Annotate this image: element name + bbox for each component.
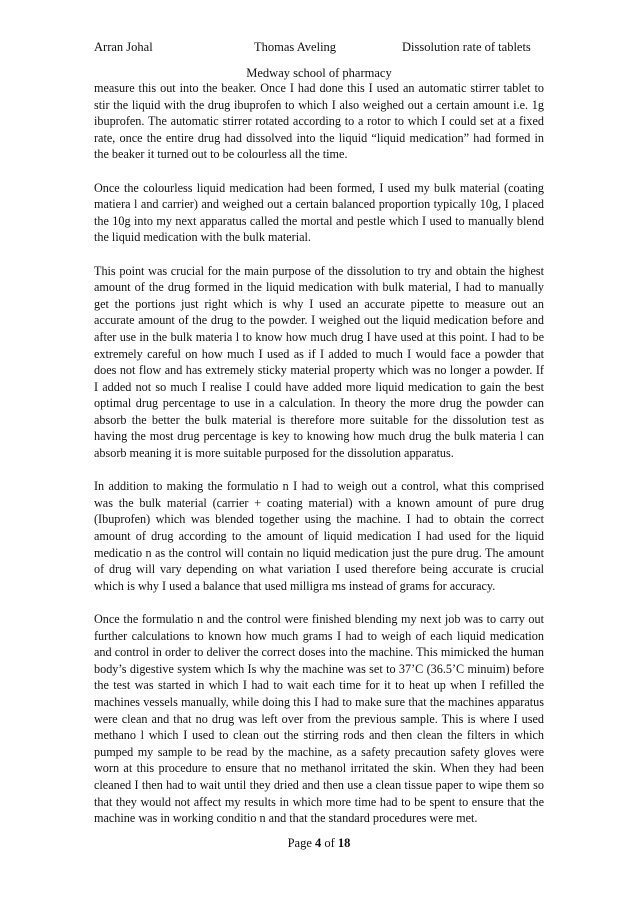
page-of-label: of: [324, 836, 335, 850]
page-current-number: 4: [315, 836, 322, 850]
document-body: [94, 80, 544, 843]
page-label: Page: [287, 836, 312, 850]
page-header: [94, 40, 544, 56]
header-document-title: Dissolution rate of tablets: [402, 40, 531, 54]
header-author-2: Thomas Aveling: [254, 40, 337, 54]
header-author-1: Arran Johal: [94, 40, 153, 54]
page-total-number: 18: [337, 836, 351, 850]
body-paragraph-5: Once the formulatio n and the control were finished blending my next job was to carry out further calculations to known how much grams I had to weigh of each liquid medication and control in order to deliver the correct doses into the machine. This mimicked the human body’s digestive system which Is why the machine was set to 37’C (36.5’C minuim) before the test was started in which I had to wait each time for it to heat up when I refilled the machines vessels manually, while doing this I had to make sure that the machines apparatus were clean and that no drug was left over from the previous sample. This is where I used methano l which I used to clean out the stirring rods and then clean the filters in which pumped my sample to be read by the machine, as a safety precaution safety gloves were worn at this procedure to ensure that no methanol irritated the skin. When they had been cleaned I then had to wait until they dried and then use a clean tissue paper to wipe them so that they would not affect my results in which more time had to be spent to ensure that the machine was in working conditio n and that the standard procedures were met.: [94, 612, 544, 826]
page-footer: [0, 836, 638, 851]
header-institution: Medway school of pharmacy: [246, 66, 392, 80]
body-paragraph-1: measure this out into the beaker. Once I had done this I used an automatic stirrer tablet to stir the liquid with the drug ibuprofen to which I also weighed out a certain amount i.e. 1g ibuprofen. The automatic stirrer rotated according to a rotor to which I could set at a fixed rate, once the entire drug had dissolved into the liquid “liquid medication” had formed in the beaker it turned out to be colourless all the time.: [94, 81, 544, 162]
body-paragraph-4: In addition to making the formulatio n I had to weigh out a control, what this comprised was the bulk material (carrier + coating material) with a known amount of pure drug (Ibuprofen) which was blended together using the machine. I had to obtain the correct amount of drug according to the amount of liquid medication I had used for the liquid medicatio n as the control will contain no liquid medication just the pure drug. The amount of drug will vary depending on what variation I used therefore being accurate is crucial which is why I used a balance that used milligra ms instead of grams for accuracy.: [94, 479, 544, 593]
body-paragraph-3: This point was crucial for the main purpose of the dissolution to try and obtain the highest amount of the drug formed in the liquid medication with bulk material, I had to manually get the portions just right which is why I used an accurate pipette to measure out an accurate amount of the drug to the powder. I weighed out the liquid medication before and after use in the bulk materia l to know how much drug I have used at this point. I had to be extremely careful on how much I used as if I added to much I would face a powder that does not flow and has extremely sticky material property which was no longer a powder. If I added not so much I realise I could have added more liquid medication to gain the best optimal drug percentage to use in a calculation. In theory the more drug the powder can absorb the better the bulk material is therefore more suitable for the dissolution test as having the most drug percentage is key to knowing how much drug the bulk materia l can absorb meaning it is more suitable purposed for the dissolution apparatus.: [94, 263, 544, 461]
body-paragraph-2: Once the colourless liquid medication had been formed, I used my bulk material (coating matiera l and carrier) and weighed out a certain balanced proportion typically 10g, I placed the 10g into my next apparatus called the mortal and pestle which I used to manually blend the liquid medication with the bulk material.: [94, 180, 544, 245]
